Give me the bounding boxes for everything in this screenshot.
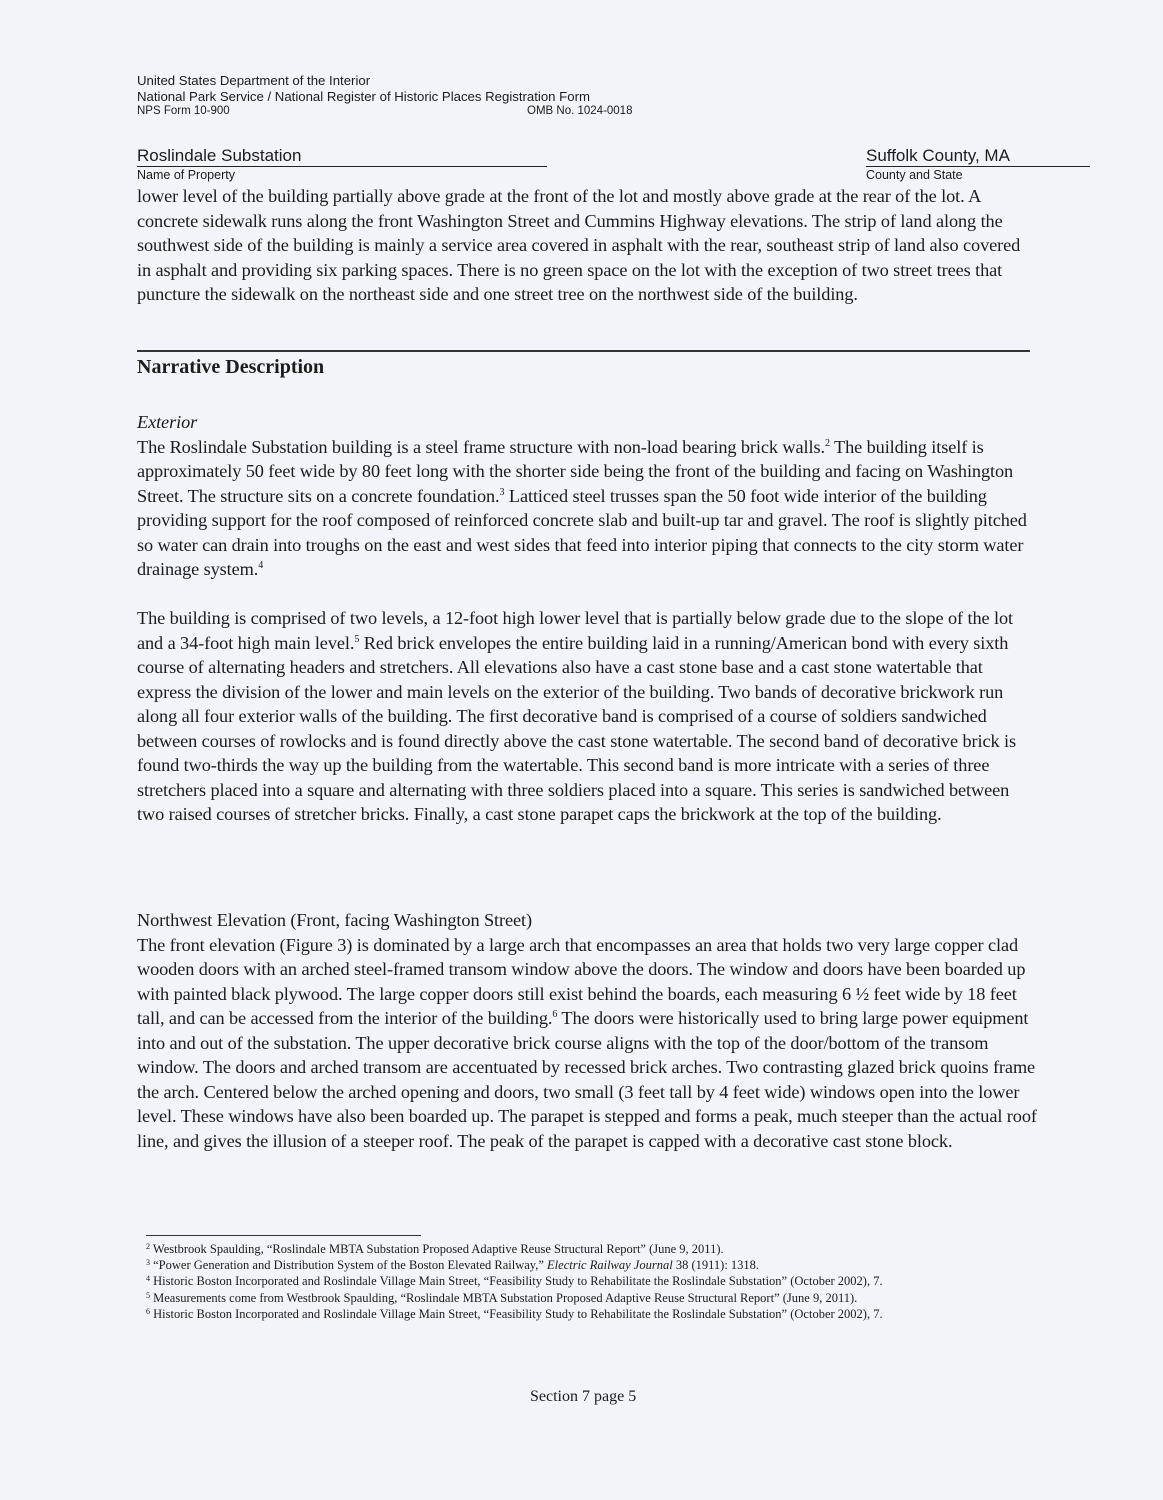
footnote-text: Historic Boston Incorporated and Roslindale Village Main Street, “Feasibility Study to Rehabilitate the Roslindale Substation” (October 2002), 7. xyxy=(150,1274,883,1289)
footnote-ref: 5 xyxy=(354,633,360,645)
footnote xyxy=(146,1257,1036,1273)
county-state-field xyxy=(866,146,1090,183)
exterior-paragraph-2 xyxy=(137,606,1037,827)
footnote-ref: 3 xyxy=(499,486,505,498)
footnote xyxy=(146,1273,1036,1289)
footnote-text: “Power Generation and Distribution System of the Boston Elevated Railway,” xyxy=(150,1258,548,1273)
footnote-journal-title: Electric Railway Journal xyxy=(547,1258,673,1273)
intro-paragraph-block xyxy=(137,184,1037,307)
header-omb-number: OMB No. 1024-0018 xyxy=(527,105,633,117)
footnote-number: 3 xyxy=(146,1258,150,1268)
northwest-subheading: Northwest Elevation (Front, facing Washington Street) xyxy=(137,910,532,930)
text-run: Latticed steel trusses span the 50 foot wide interior of the building providing support for the roof composed of reinforced concrete slab and built-up tar and gravel. The roof is slightly pitched so water can drain into troughs on the east and west sides that feed into interior piping that connects to the city storm water drainage system. xyxy=(137,485,1027,579)
exterior-paragraph-1 xyxy=(137,435,1037,582)
text-run: The Roslindale Substation building is a steel frame structure with non-load bearing brick walls. xyxy=(137,436,825,457)
exterior-subheading: Exterior xyxy=(137,412,198,432)
form-header xyxy=(137,73,677,120)
property-name-field xyxy=(137,146,547,183)
text-run: The building is comprised of two levels, a 12-foot high lower level that is partially below grade due to the slope of the lot and a 34-foot high main level. xyxy=(137,608,1013,653)
footnote-divider xyxy=(146,1235,421,1236)
intro-paragraph: lower level of the building partially above grade at the front of the lot and mostly above grade at the rear of the lot. A concrete sidewalk runs along the front Washington Street and Cummins Highway elevations. The strip of land along the southwest side of the building is mainly a service area covered in asphalt with the rear, southeast strip of land also covered in asphalt and providing six parking spaces. There is no green space on the lot with the exception of two street trees that puncture the sidewalk on the northeast side and one street tree on the northwest side of the building. xyxy=(137,186,1021,304)
footnotes xyxy=(146,1241,1036,1322)
text-run: The building itself is approximately 50 feet wide by 80 feet long with the shorter side being the front of the building and facing on Washington Street. The structure sits on a concrete foundation. xyxy=(137,436,1014,506)
header-nps-form: NPS Form 10-900 xyxy=(137,105,230,117)
page-footer: Section 7 page 5 xyxy=(530,1388,637,1405)
exterior-section xyxy=(137,410,1037,827)
northwest-paragraph xyxy=(137,933,1037,1154)
footnote-number: 6 xyxy=(146,1306,150,1316)
section-heading: Narrative Description xyxy=(137,356,325,378)
footnote-text: Historic Boston Incorporated and Roslindale Village Main Street, “Feasibility Study to Rehabilitate the Roslindale Substation” (October 2002), 7. xyxy=(150,1306,883,1321)
footnote-text: Westbrook Spaulding, “Roslindale MBTA Substation Proposed Adaptive Reuse Structural Report” (June 9, 2011). xyxy=(150,1242,724,1256)
county-state-label: County and State xyxy=(866,168,963,182)
footnote-number: 2 xyxy=(146,1242,150,1251)
footnote xyxy=(146,1290,1036,1306)
northwest-elevation-section xyxy=(137,908,1037,1153)
county-state: Suffolk County, MA xyxy=(866,146,1090,167)
header-department: United States Department of the Interior xyxy=(137,73,371,88)
text-run: Red brick envelopes the entire building laid in a running/American bond with every sixth course of alternating headers and stretchers. All elevations also have a cast stone base and a cast stone watertable that express the division of the lower and main levels on the exterior of the building. Two bands of decorative brickwork run along all four exterior walls of the building. The first decorative band is comprised of a course of soldiers sandwiched between courses of rowlocks and is found directly above the cast stone watertable. The second band of decorative brick is found two-thirds the way up the building from the watertable. This second band is more intricate with a series of three stretchers placed into a square and alternating with three soldiers placed into a square. This series is sandwiched between two raised courses of stretcher bricks. Finally, a cast stone parapet caps the brickwork at the top of the building. xyxy=(137,632,1016,824)
header-form-numbers xyxy=(137,104,677,120)
footnote-number: 4 xyxy=(146,1274,150,1284)
property-name-label: Name of Property xyxy=(137,168,235,182)
property-name: Roslindale Substation xyxy=(137,146,547,167)
footnote-text: 38 (1911): 1318. xyxy=(672,1258,760,1273)
footnote-ref: 2 xyxy=(824,437,830,449)
footnote xyxy=(146,1306,1036,1322)
text-run: The doors were historically used to bring large power equipment into and out of the substation. The upper decorative brick course aligns with the top of the door/bottom of the transom window. The doors and arched transom are accentuated by recessed brick arches. Two contrasting glazed brick quoins frame the arch. Centered below the arched opening and doors, two small (3 feet tall by 4 feet wide) windows open into the lower level. These windows have also been boarded up. The parapet is stepped and forms a peak, much steeper than the actual roof line, and gives the illusion of a steeper roof. The peak of the parapet is capped with a decorative cast stone block. xyxy=(137,1008,1037,1151)
footnote xyxy=(146,1241,1036,1257)
footnote-ref: 6 xyxy=(552,1009,558,1020)
footnote-number: 5 xyxy=(146,1290,150,1300)
header-form-title: National Park Service / National Register of Historic Places Registration Form xyxy=(137,88,590,104)
section-divider xyxy=(137,350,1030,352)
text-run: The front elevation (Figure 3) is dominated by a large arch that encompasses an area that holds two very large copper clad wooden doors with an arched steel-framed transom window above the doors. The window and doors have been boarded up with painted black plywood. The large copper doors still exist behind the boards, each measuring 6 ½ feet wide by 18 feet tall, and can be accessed from the interior of the building. xyxy=(137,934,1026,1028)
footnote-ref: 4 xyxy=(258,560,264,571)
footnote-text: Measurements come from Westbrook Spaulding, “Roslindale MBTA Substation Proposed Adaptive Reuse Structural Report” (June 9, 2011). xyxy=(150,1290,858,1305)
